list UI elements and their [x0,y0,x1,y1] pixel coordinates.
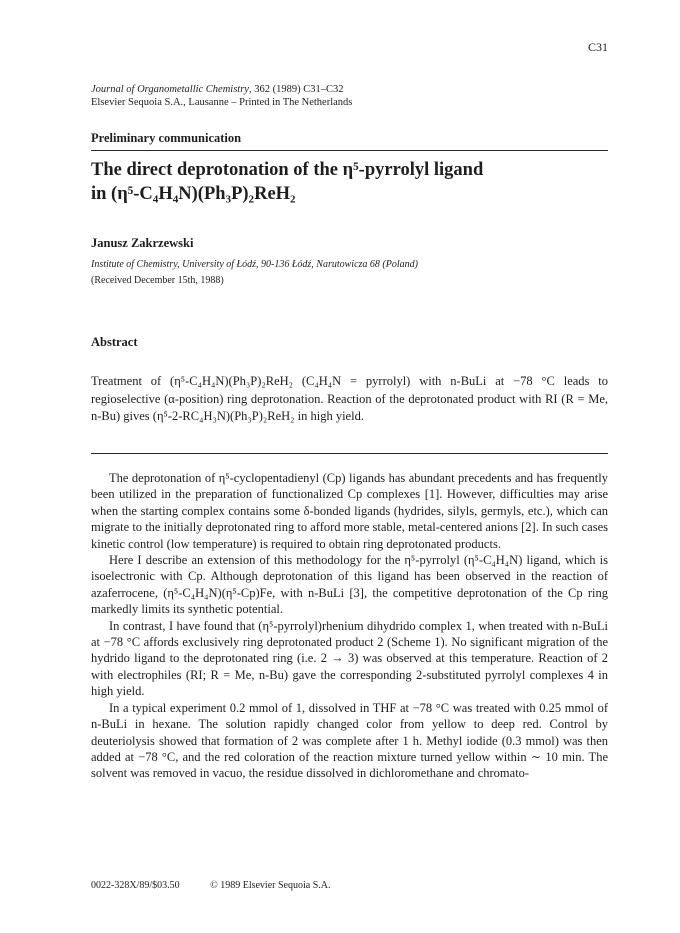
affiliation: Institute of Chemistry, University of Łódź, 90-136 Łódź, Narutowicza 68 (Poland) [91,259,418,270]
body-text [91,470,608,782]
section-label: Preliminary communication [91,131,242,145]
journal-title: Journal of Organometallic Chemistry [91,84,249,95]
article-title [91,158,611,206]
received-date: (Received December 15th, 1988) [91,275,224,286]
article-title-line-1: The direct deprotonation of the η⁵-pyrrolyl ligand [91,160,484,180]
body-paragraph-3: In contrast, I have found that (η⁵-pyrrolyl)rhenium dihydrido complex 1, when treated with n-BuLi at −78 °C affords exclusively ring deprotonated product 2 (Scheme 1). No significant migration of the hydrido ligand to the deprotonated ring (i.e. 2 → 3) was observed at this temperature. Reaction of 2 with electrophiles (RI; R = Me, n-Bu) gave the corresponding 2-substituted pyrrolyl complexes 4 in high yield. [91,618,608,699]
header-divider [91,150,608,151]
journal-citation-line [91,83,591,96]
issn-code: 0022-328X/89/$03.50 [91,880,180,891]
body-paragraph-2: Here I describe an extension of this methodology for the η⁵-pyrrolyl (η⁵-C₄H₄N) ligand, which is isoelectronic with Cp. Although deprotonation of this ligand has been observed in the reaction of azaferrocene, (η⁵-C₄H₄N)(η⁵-Cp)Fe, with n-BuLi [3], the competitive deprotonation of the Cp ring markedly limits its synthetic potential. [91,553,608,617]
affiliation-block [91,257,611,289]
abstract-text: Treatment of (η⁵-C₄H₄N)(Ph₃P)₂ReH₂ (C₄H₄N = pyrrolyl) with n-BuLi at −78 °C leads to regioselective (α-position) ring deprotonation. Reaction of the deprotonated product with RI (R = Me, n-Bu) gives (η⁵-2-RC₄H₃N)(Ph₃P)₂ReH₂ in high yield. [91,374,608,423]
body-paragraph-1: The deprotonation of η⁵-cyclopentadienyl (Cp) ligands has abundant precedents and has frequently been utilized in the preparation of functionalized Cp complexes [1]. However, difficulties may arise when the starting complex contains some δ-bonded ligands (hydrides, silyls, germyls, etc.), which can migrate to the initially deprotonated ring to afford more stable, metal-centered anions [2]. In such cases kinetic control (low temperature) is required to obtain ring deprotonated products. [91,471,608,551]
journal-header [91,83,591,109]
abstract-heading: Abstract [91,335,138,349]
body-paragraph-4: In a typical experiment 0.2 mmol of 1, dissolved in THF at −78 °C was treated with 0.25 mmol of n-BuLi in hexane. The solution rapidly changed color from yellow to deep red. Control by deuteriolysis showed that formation of 2 was complete after 1 h. Methyl iodide (0.3 mmol) was then added at −78 °C, and the red coloration of the reaction mixture turned yellow within ∼ 10 min. The solvent was removed in vacuo, the residue dissolved in dichloromethane and chromato- [91,700,608,781]
copyright-notice: © 1989 Elsevier Sequoia S.A. [210,880,331,891]
page-number: C31 [587,40,608,54]
publisher-line: Elsevier Sequoia S.A., Lausanne – Printed in The Netherlands [91,97,353,108]
abstract-divider [91,453,608,454]
article-title-line-2: in (η⁵-C₄H₄N)(Ph₃P)₂ReH₂ [91,184,296,204]
page-footer [91,880,611,891]
author-name: Janusz Zakrzewski [91,236,194,250]
journal-citation: , 362 (1989) C31–C32 [248,84,344,95]
